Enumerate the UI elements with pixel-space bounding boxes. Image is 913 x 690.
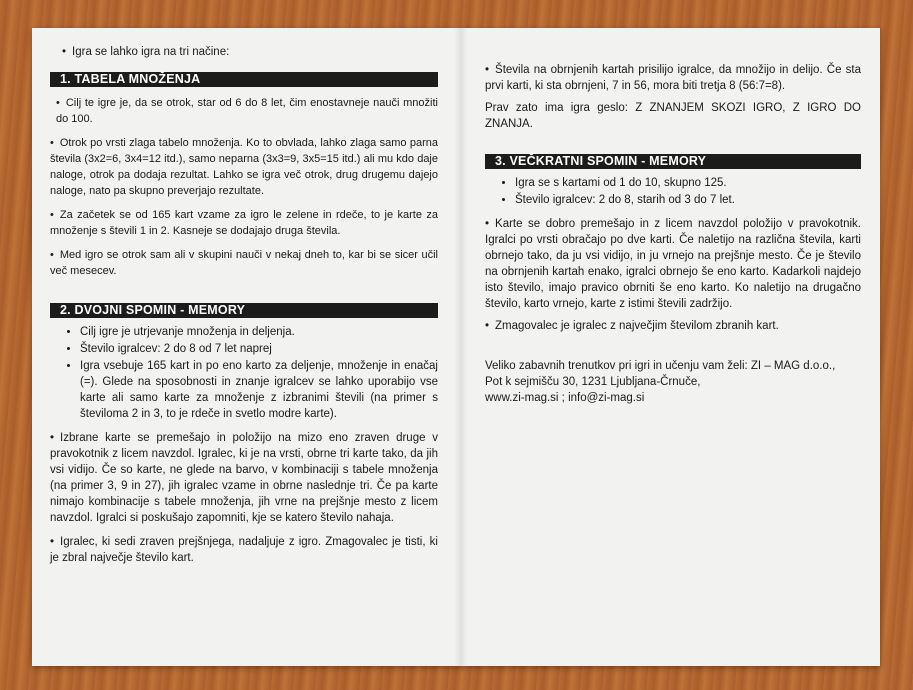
- section-1-paragraph: • Cilj te igre je, da se otrok, star od 6 do 8 let, čim enostavneje nauči množiti do 100.: [56, 95, 438, 127]
- intro-text: • Igra se lahko igra na tri načine:: [62, 44, 438, 60]
- section-2-heading: 2. DVOJNI SPOMIN - MEMORY: [50, 303, 438, 318]
- left-page: [50, 44, 438, 566]
- section-3-list: [485, 175, 861, 208]
- section-1-heading: 1. TABELA MNOŽENJA: [50, 72, 438, 87]
- game-motto: Prav zato ima igra geslo: Z ZNANJEM SKOZI IGRO, Z IGRO DO ZNANJA.: [485, 102, 861, 130]
- section-2-paragraph: • Igralec, ki sedi zraven prejšnjega, nadaljuje z igro. Zmagovalec je tisti, ki je zbral največje število kart.: [50, 534, 438, 566]
- section-3-heading: 3. VEČKRATNI SPOMIN - MEMORY: [485, 154, 861, 169]
- footer-address: Pot k sejmišču 30, 1231 Ljubljana-Črnuče,: [485, 376, 701, 388]
- section-2-list: [50, 324, 438, 422]
- list-item: • Igra se s kartami od 1 do 10, skupno 125.: [515, 175, 861, 191]
- company-footer: [485, 358, 861, 406]
- section-1-paragraph: • Med igro se otrok sam ali v skupini nauči v nekaj dneh to, kar bi se sicer učil več mesecev.: [50, 247, 438, 279]
- section-1-paragraph: • Otrok po vrsti zlaga tabelo množenja. Ko to obvlada, lahko zlaga samo parna števila (3x2=6, 3x4=12 itd.), samo neparna (3x3=9, 3x5=15 itd.) ali mu kdo daje naloge, otrok pa dodaja rezultat. Lahko se igra več otrok, drug drugemu dajejo naloge, nato pa skupno preverjajo rezultate.: [50, 135, 438, 199]
- list-item: • Igra vsebuje 165 kart in po eno karto za deljenje, množenje in enačaj (=). Glede na sposobnosti in znanje igralcev se lahko uporabijo vse karte ali samo karte za množenje z izbranimi števili (na primer s številoma 2 in 3, to je rdeče in svetlo modre karte).: [80, 358, 438, 422]
- list-item: • Število igralcev: 2 do 8, starih od 3 do 7 let.: [515, 192, 861, 208]
- footer-contact: www.zi-mag.si ; info@zi-mag.si: [485, 392, 645, 404]
- footer-greeting: Veliko zabavnih trenutkov pri igri in učenju vam želi: ZI – MAG d.o.o.,: [485, 360, 836, 372]
- section-3-paragraph: • Karte se dobro premešajo in z licem navzdol položijo v pravokotnik. Igralci po vrsti obračajo po dve karti. Če naletijo na različna števila, karti obrnejo tako, da ju vsi vidijo, in ju vrnejo na prejšnje mesto. Če je število na obrnjenih kartah enako, igralci obrnejo še eno karto. Kadarkoli najdejo isto število, imajo pravico obrniti še eno karto. Ko naletijo na drugačno število, karto vrnejo, karte z istimi števili zadržijo.: [485, 216, 861, 312]
- page-fold: [454, 28, 468, 666]
- section-1-paragraph: • Za začetek se od 165 kart vzame za igro le zelene in rdeče, to je karte za množenje s števili 1 in 2. Kasneje se dodajajo druga števila.: [50, 207, 438, 239]
- section-3-paragraph: • Zmagovalec je igralec z največjim številom zbranih kart.: [485, 318, 861, 334]
- continued-paragraph: • Števila na obrnjenih kartah prisilijo igralce, da množijo in delijo. Če sta prvi karti, ki sta obrnjeni, 7 in 56, mora biti tretja 8 (56:7=8).: [485, 62, 861, 94]
- right-page: [485, 62, 861, 406]
- list-item: • Cilj igre je utrjevanje množenja in deljenja.: [80, 324, 438, 340]
- section-2-paragraph: • Izbrane karte se premešajo in položijo na mizo eno zraven druge v pravokotnik z licem navzdol. Igralec, ki je na vrsti, obrne tri karte tako, da jih vsi vidijo. Če so karte, ne glede na barvo, v kombinaciji s tabele množenja (na primer 3, 9 in 27), jih igralec vzame in obrne naslednje tri. Če pa karte nimajo kombinacije s tabele množenja, jih vrne na prejšnje mesto z licem navzdol. Igralci si poskušajo zapomniti, kje se katero število nahaja.: [50, 430, 438, 526]
- list-item: • Število igralcev: 2 do 8 od 7 let naprej: [80, 341, 438, 357]
